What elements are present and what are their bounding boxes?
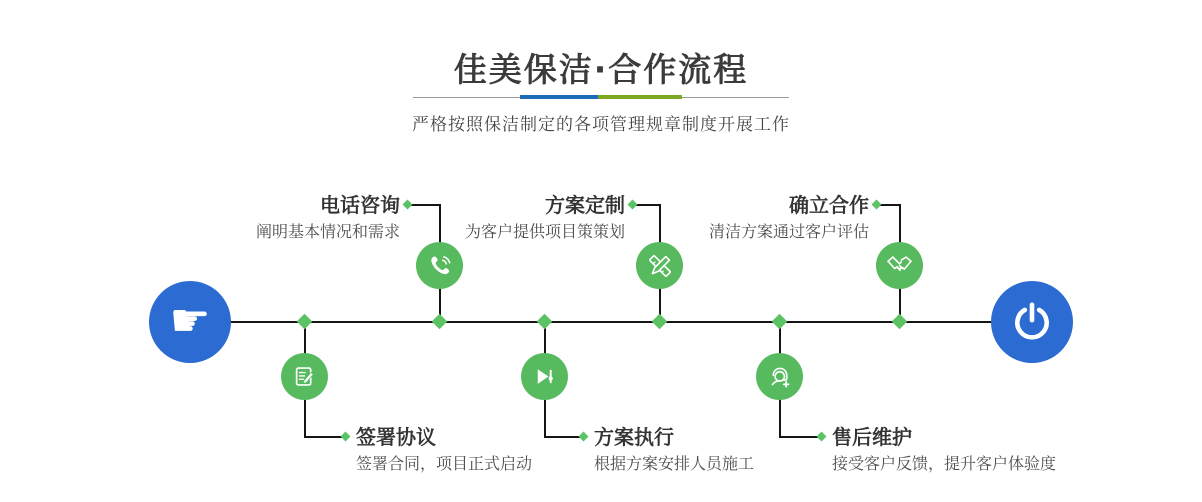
timeline-end-circle	[991, 281, 1073, 363]
step-circle-plan	[636, 242, 683, 289]
timeline-start-circle	[149, 281, 231, 363]
pencil-ruler-icon	[646, 252, 674, 280]
pointing-hand-icon: ☛	[169, 293, 211, 347]
handshake-icon	[885, 251, 914, 280]
step-circle-aftersales	[756, 353, 803, 400]
divider-gray-left	[413, 97, 520, 98]
timeline-node-diamond	[537, 314, 553, 330]
step-circle-sign	[281, 353, 328, 400]
step-label-cooperate	[709, 193, 869, 242]
page-subtitle: 严格按照保洁制定的各项管理规章制度开展工作	[412, 115, 790, 135]
step-title: 方案定制	[545, 193, 625, 217]
step-title: 方案执行	[594, 425, 674, 449]
power-icon	[1010, 300, 1054, 344]
headset-plus-icon	[766, 363, 794, 391]
step-title: 售后维护	[832, 425, 912, 449]
divider-green-segment	[598, 95, 682, 99]
step-desc: 根据方案安排人员施工	[594, 454, 755, 473]
title-divider	[413, 95, 789, 99]
divider-gray-right	[682, 97, 789, 98]
label-diamond	[872, 200, 882, 210]
step-title: 确立合作	[789, 193, 869, 217]
phone-icon	[426, 252, 454, 280]
step-desc: 为客户提供项目策策划	[464, 222, 625, 241]
timeline-node-diamond	[297, 314, 313, 330]
step-label-execute	[594, 425, 754, 474]
divider-blue-segment	[520, 95, 598, 99]
section-header	[0, 0, 1202, 135]
step-title: 电话咨询	[320, 193, 400, 217]
step-label-sign	[356, 425, 532, 474]
label-diamond	[579, 432, 589, 442]
timeline-node-diamond	[772, 314, 788, 330]
page-title: 佳美保洁·合作流程	[453, 50, 749, 89]
label-diamond	[817, 432, 827, 442]
step-circle-cooperate	[876, 242, 923, 289]
label-diamond	[341, 432, 351, 442]
step-desc: 阐明基本情况和需求	[255, 222, 400, 241]
step-desc: 签署合同，项目正式启动	[356, 454, 533, 473]
step-label-aftersales	[832, 425, 1056, 474]
connector-line	[408, 204, 441, 206]
timeline-node-diamond	[432, 314, 448, 330]
label-diamond	[628, 200, 638, 210]
document-pen-icon	[291, 363, 318, 390]
step-title: 签署协议	[356, 425, 436, 449]
step-label-phone	[256, 193, 400, 242]
timeline-node-diamond	[652, 314, 668, 330]
step-circle-phone	[416, 242, 463, 289]
step-circle-execute	[521, 353, 568, 400]
step-desc: 接受客户反馈，提升客户体验度	[832, 454, 1057, 473]
step-desc: 清洁方案通过客户评估	[708, 222, 869, 241]
label-diamond	[403, 200, 413, 210]
play-icon	[531, 363, 558, 390]
timeline-node-diamond	[892, 314, 908, 330]
step-label-plan	[465, 193, 625, 242]
